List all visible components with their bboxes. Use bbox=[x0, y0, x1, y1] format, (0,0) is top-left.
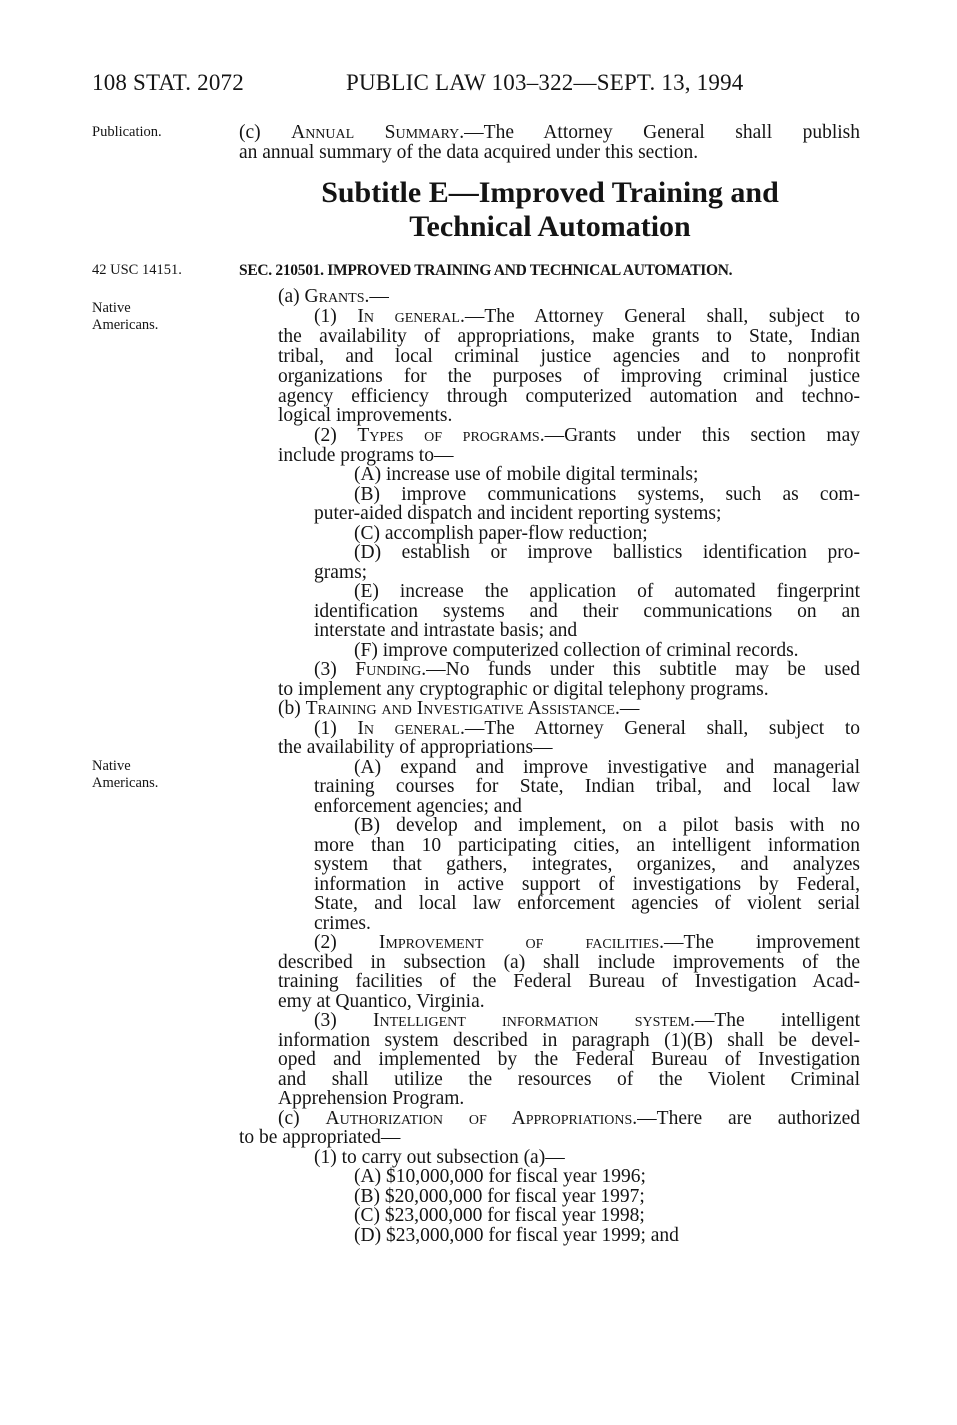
text-line-36: (2) Improvement of facilities.—The improvement bbox=[314, 932, 860, 953]
text-line-02: an annual summary of the data acquired under this section. bbox=[239, 142, 699, 163]
text-line-41: information system described in paragraph (1)(B) shall be devel- bbox=[278, 1030, 860, 1051]
text-line-26: the availability of appropriations— bbox=[278, 737, 553, 758]
text-line-32: system that gathers, integrates, organizes, and analyzes bbox=[314, 854, 860, 875]
text-line-29: enforcement agencies; and bbox=[314, 796, 522, 817]
text-line-03: (a) Grants.— bbox=[278, 286, 389, 307]
margin-note-publication: Publication. bbox=[92, 124, 162, 140]
text-line-49: (B) $20,000,000 for fiscal year 1997; bbox=[354, 1186, 645, 1207]
text-line-44: Apprehension Program. bbox=[278, 1088, 465, 1109]
text-line-15: (C) accomplish paper-flow reduction; bbox=[354, 523, 648, 544]
text-line-21: (F) improve computerized collection of criminal records. bbox=[354, 640, 799, 661]
text-line-39: emy at Quantico, Virginia. bbox=[278, 991, 485, 1012]
text-line-40: (3) Intelligent information system.—The intelligent bbox=[314, 1010, 860, 1031]
page-number-header: 108 STAT. 2072 bbox=[92, 70, 244, 95]
text-line-45: (c) Authorization of Appropriations.—There are authorized bbox=[278, 1108, 860, 1129]
margin-note-usc: 42 USC 14151. bbox=[92, 262, 182, 278]
text-line-10: (2) Types of programs.—Grants under this section may bbox=[314, 425, 860, 446]
text-line-23: to implement any cryptographic or digital telephony programs. bbox=[278, 679, 769, 700]
margin-note-native-2b: Americans. bbox=[92, 775, 159, 791]
text-line-30: (B) develop and implement, on a pilot basis with no bbox=[354, 815, 860, 836]
text-line-17: grams; bbox=[314, 562, 368, 583]
text-line-18: (E) increase the application of automated fingerprint bbox=[354, 581, 860, 602]
text-line-20: interstate and intrastate basis; and bbox=[314, 620, 578, 641]
margin-note-native-1a: Native bbox=[92, 300, 131, 316]
text-line-08: agency efficiency through computerized automation and techno- bbox=[278, 386, 860, 407]
text-line-34: State, and local law enforcement agencies of violent serial bbox=[314, 893, 860, 914]
text-line-14: puter-aided dispatch and incident reporting systems; bbox=[314, 503, 722, 524]
text-line-28: training courses for State, Indian tribal, and local law bbox=[314, 776, 860, 797]
text-line-33: information in active support of investigations by Federal, bbox=[314, 874, 860, 895]
text-line-42: oped and implemented by the Federal Bureau of Investigation bbox=[278, 1049, 860, 1070]
text-line-37: described in subsection (a) shall include improvements of the bbox=[278, 952, 860, 973]
margin-note-native-americans-2 bbox=[92, 758, 158, 792]
text-line-09: logical improvements. bbox=[278, 405, 453, 426]
text-line-16: (D) establish or improve ballistics identification pro- bbox=[354, 542, 860, 563]
text-line-35: crimes. bbox=[314, 913, 371, 934]
text-line-12: (A) increase use of mobile digital terminals; bbox=[354, 464, 699, 485]
text-line-50: (C) $23,000,000 for fiscal year 1998; bbox=[354, 1205, 645, 1226]
text-line-24: (b) Training and Investigative Assistance.— bbox=[278, 698, 640, 719]
margin-note-native-americans-1 bbox=[92, 300, 158, 334]
text-line-51: (D) $23,000,000 for fiscal year 1999; and bbox=[354, 1225, 679, 1246]
text-line-43: and shall utilize the resources of the Violent Criminal bbox=[278, 1069, 860, 1090]
subtitle-heading-line-2: Technical Automation bbox=[409, 210, 691, 243]
text-line-04: (1) In general.—The Attorney General shall, subject to bbox=[314, 306, 860, 327]
margin-note-native-1b: Americans. bbox=[92, 317, 159, 333]
text-line-19: identification systems and their communications on an bbox=[314, 601, 860, 622]
text-line-27: (A) expand and improve investigative and managerial bbox=[354, 757, 860, 778]
text-line-46: to be appropriated— bbox=[239, 1127, 401, 1148]
text-line-31: more than 10 participating cities, an intelligent information bbox=[314, 835, 860, 856]
text-line-22: (3) Funding.—No funds under this subtitle may be used bbox=[314, 659, 860, 680]
subtitle-heading-line-1: Subtitle E—Improved Training and bbox=[321, 176, 779, 209]
text-line-05: the availability of appropriations, make grants to State, Indian bbox=[278, 326, 860, 347]
section-heading: SEC. 210501. IMPROVED TRAINING AND TECHNICAL AUTOMATION. bbox=[239, 262, 733, 279]
text-line-07: organizations for the purposes of improving criminal justice bbox=[278, 366, 860, 387]
text-line-01: (c) Annual Summary.—The Attorney General shall publish bbox=[239, 122, 860, 143]
text-line-11: include programs to— bbox=[278, 445, 454, 466]
text-line-38: training facilities of the Federal Bureau of Investigation Acad- bbox=[278, 971, 860, 992]
text-line-06: tribal, and local criminal justice agencies and to nonprofit bbox=[278, 346, 860, 367]
public-law-header: PUBLIC LAW 103–322—SEPT. 13, 1994 bbox=[346, 70, 744, 95]
text-line-47: (1) to carry out subsection (a)— bbox=[314, 1147, 565, 1168]
text-line-25: (1) In general.—The Attorney General shall, subject to bbox=[314, 718, 860, 739]
text-line-13: (B) improve communications systems, such as com- bbox=[354, 484, 860, 505]
margin-note-native-2a: Native bbox=[92, 758, 131, 774]
text-line-48: (A) $10,000,000 for fiscal year 1996; bbox=[354, 1166, 646, 1187]
